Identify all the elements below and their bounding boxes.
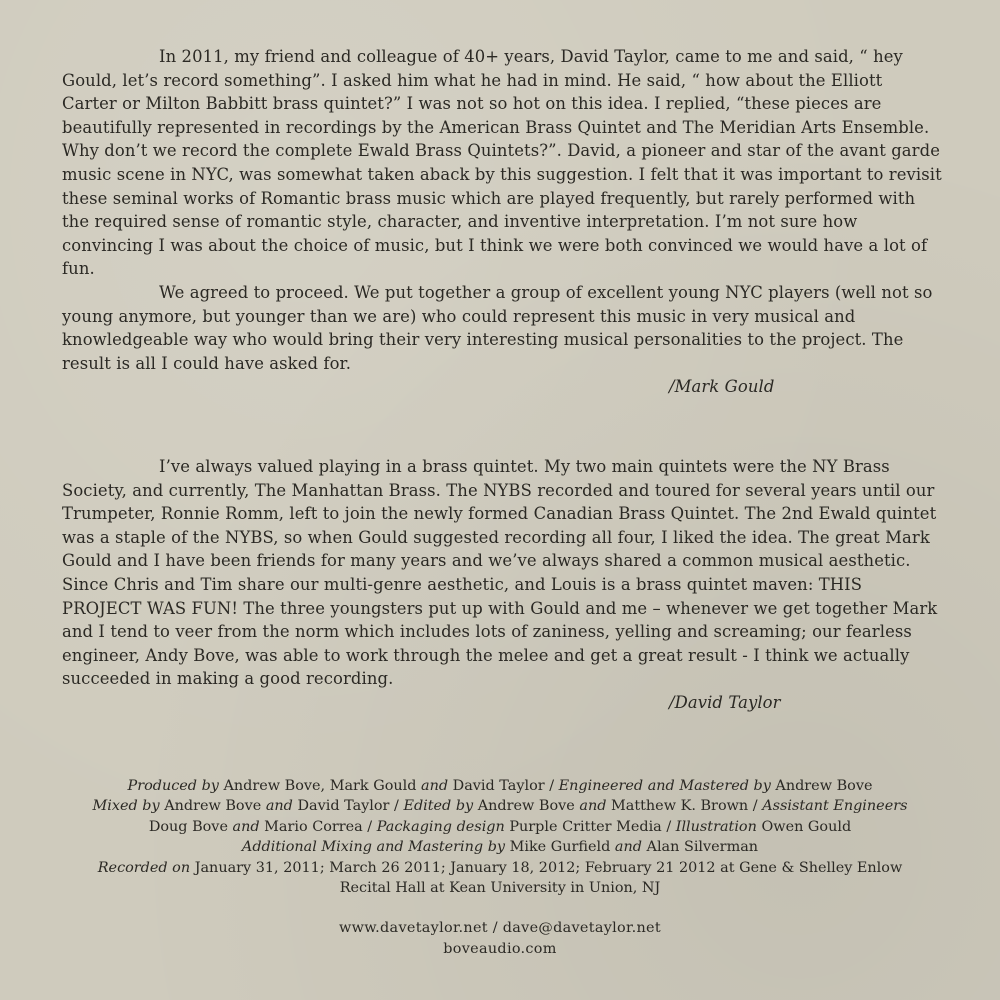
credits-line-1 [40, 776, 960, 796]
david-taylor-notes [62, 455, 942, 715]
credit-role: Edited by [403, 798, 474, 815]
credit-role: Additional Mixing and Mastering by [241, 839, 506, 856]
credits-line-3 [40, 817, 960, 837]
credit-role: Mixed by [92, 798, 160, 815]
credit-text: Doug Bove [148, 818, 233, 835]
credit-role: Packaging design [376, 818, 505, 835]
credits-line-2 [40, 796, 960, 816]
gould-paragraph-1: In 2011, my friend and colleague of 40+ years, David Taylor, came to me and said, “ hey Gould, let’s record something”. I asked him what he had in mind. He said, “ how about the Elliott Carter or Milton Babbitt brass quintet?” I was not so hot on this idea. I replied, “these pieces are beautifully represented in recordings by the American Brass Quintet and The Meridian Arts Ensemble. Why don’t we record the complete Ewald Brass Quintets?”. David, a pioneer and star of the avant garde music scene in NYC, was somewhat taken aback by this suggestion. I felt that it was important to revisit these seminal works of Romantic brass music which are played frequently, but rarely performed with the required sense of romantic style, character, and inventive interpretation. I’m not sure how convincing I was about the choice of music, but I think we were both convinced we would have a lot of fun. [62, 47, 942, 279]
credits-line-4 [40, 837, 960, 857]
production-credits [40, 776, 960, 898]
credit-role: and [579, 798, 607, 815]
credits-line-5 [40, 858, 960, 878]
credit-role: and [265, 798, 293, 815]
credit-text: Purple Critter Media / [504, 818, 676, 835]
contact-info [40, 918, 960, 960]
credit-role: Illustration [675, 818, 757, 835]
mark-gould-notes [62, 45, 942, 399]
credit-role: Recorded on [97, 859, 191, 876]
credit-text: Andrew Bove [770, 778, 873, 794]
credit-text: Andrew Bove [473, 798, 580, 815]
credit-text: David Taylor / [292, 798, 404, 815]
taylor-signature: /David Taylor [669, 692, 781, 712]
credit-role: Assistant Engineers [762, 798, 908, 815]
credit-text: January 31, 2011; March 26 2011; January 18, 2012; February 21 2012 at Gene & Shelley Enlow [190, 859, 903, 876]
credit-text: Mario Correa / [259, 818, 377, 835]
website-email-line: www.davetaylor.net / dave@davetaylor.net [339, 920, 661, 936]
credit-role: and [614, 839, 642, 856]
credit-role: and [232, 818, 260, 835]
credit-text: Recital Hall at Kean University in Union, NJ [339, 880, 661, 897]
taylor-paragraph-1: I’ve always valued playing in a brass quintet. My two main quintets were the NY Brass Society, and currently, The Manhattan Brass. The NYBS recorded and toured for several years until our Trumpeter, Ronnie Romm, left to join the newly formed Canadian Brass Quintet. The 2nd Ewald quintet was a staple of the NYBS, so when Gould suggested recording all four, I liked the idea. The great Mark Gould and I have been friends for many years and we’ve always shared a common musical aesthetic. Since Chris and Tim share our multi-genre aesthetic, and Louis is a brass quintet maven: THIS PROJECT WAS FUN! The three youngsters put up with Gould and me – whenever we get together Mark and I tend to veer from the norm which includes lots of zaniness, yelling and screaming; our fearless engineer, Andy Bove, was able to work through the melee and get a great result - I think we actually succeeded in making a good recording. [62, 457, 938, 689]
credit-text: Matthew K. Brown / [606, 798, 763, 815]
credit-text: Mike Gurfield [505, 839, 615, 856]
credit-text: Andrew Bove [159, 798, 266, 815]
boveaudio-line: boveaudio.com [443, 941, 557, 957]
credit-text: Alan Silverman [641, 839, 759, 856]
credit-text: David Taylor / [448, 778, 559, 794]
credit-text: Andrew Bove, Mark Gould [218, 778, 422, 794]
gould-signature: /Mark Gould [669, 377, 775, 397]
credit-role: Engineered and Mastered by [558, 778, 771, 794]
gould-paragraph-2: We agreed to proceed. We put together a group of excellent young NYC players (well not so young anymore, but younger than we are) who could represent this music in very musical and knowledgeable way who would bring their very interesting musical personalities to the project. The result is all I could have asked for. [62, 282, 933, 373]
credit-role: and [421, 778, 449, 794]
credit-text: Owen Gould [756, 818, 852, 835]
credits-line-6 [40, 878, 960, 898]
credit-role: Produced by [127, 778, 219, 794]
